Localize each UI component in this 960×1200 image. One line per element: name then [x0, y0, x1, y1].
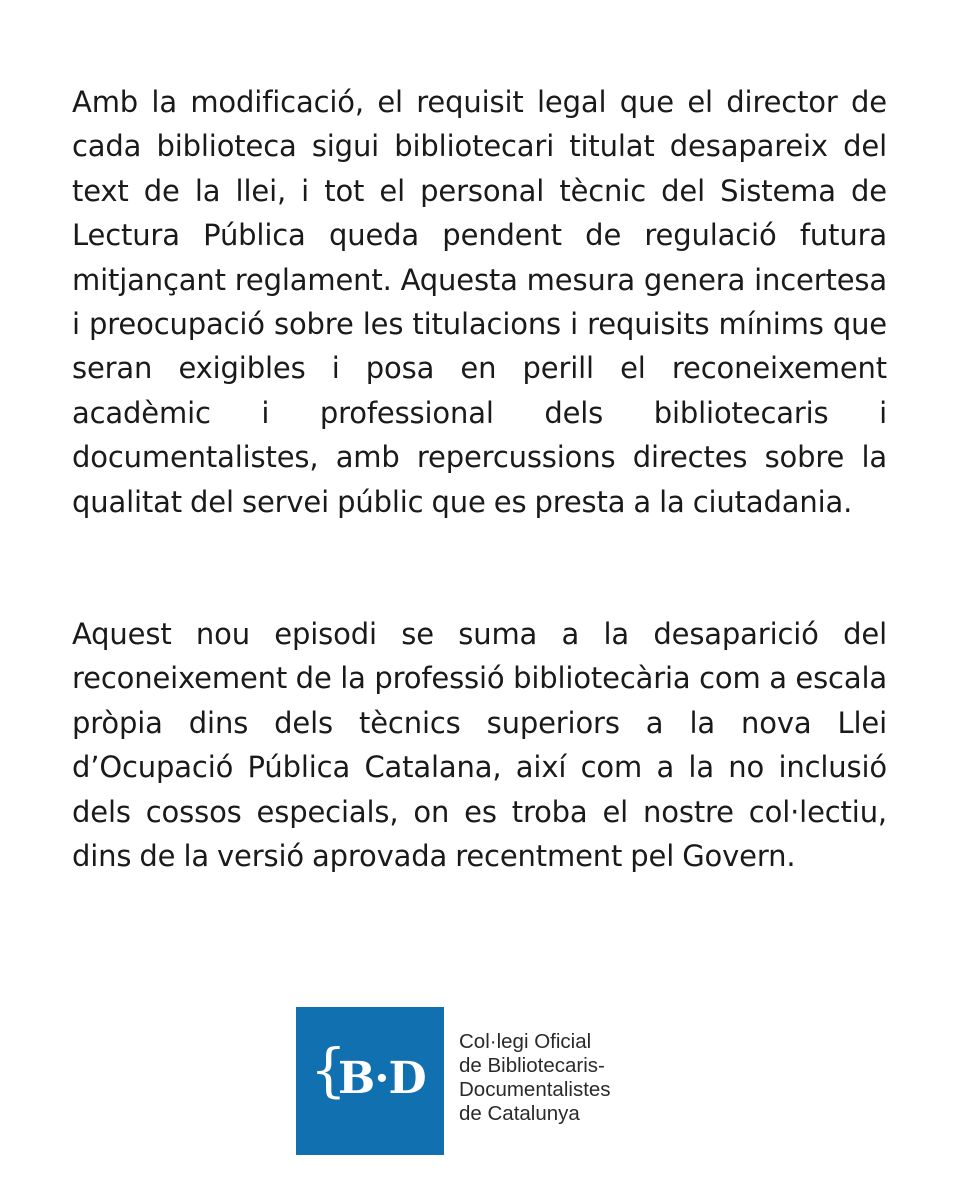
organization-name — [459, 1030, 719, 1126]
organization-name-line: Documentalistes — [459, 1078, 611, 1101]
organization-name-line: de Catalunya — [459, 1102, 580, 1125]
body-paragraph-1: Amb la modificació, el requisit legal que el director de cada biblioteca sigui bibliotecari titulat desapareix del text de la llei, i tot el personal tècnic del Sistema de Lectura Pública queda pendent de regulació futura mitjançant reglament. Aquesta mesura genera incertesa i preocupació sobre les titulacions i requisits mínims que seran exigibles i posa en perill el reconeixement acadèmic i professional dels bibliotecaris i documentalistes, amb repercussions directes sobre la qualitat del servei públic que es presta a la ciutadania. — [72, 85, 887, 519]
logo-brace: { — [310, 1036, 347, 1104]
organization-name-line: de Bibliotecaris- — [459, 1054, 605, 1077]
cobdc-logo — [296, 1007, 444, 1155]
body-paragraph-2: Aquest nou episodi se suma a la desaparició del reconeixement de la professió bibliotecària com a escala pròpia dins dels tècnics superiors a la nova Llei d’Ocupació Pública Catalana, així com a la no inclusió dels cossos especials, on es troba el nostre col·lectiu, dins de la versió aprovada recentment pel Govern. — [72, 617, 887, 874]
logo-mark: B·D — [338, 1053, 426, 1104]
organization-name-line: Col·legi Oficial — [459, 1030, 592, 1053]
